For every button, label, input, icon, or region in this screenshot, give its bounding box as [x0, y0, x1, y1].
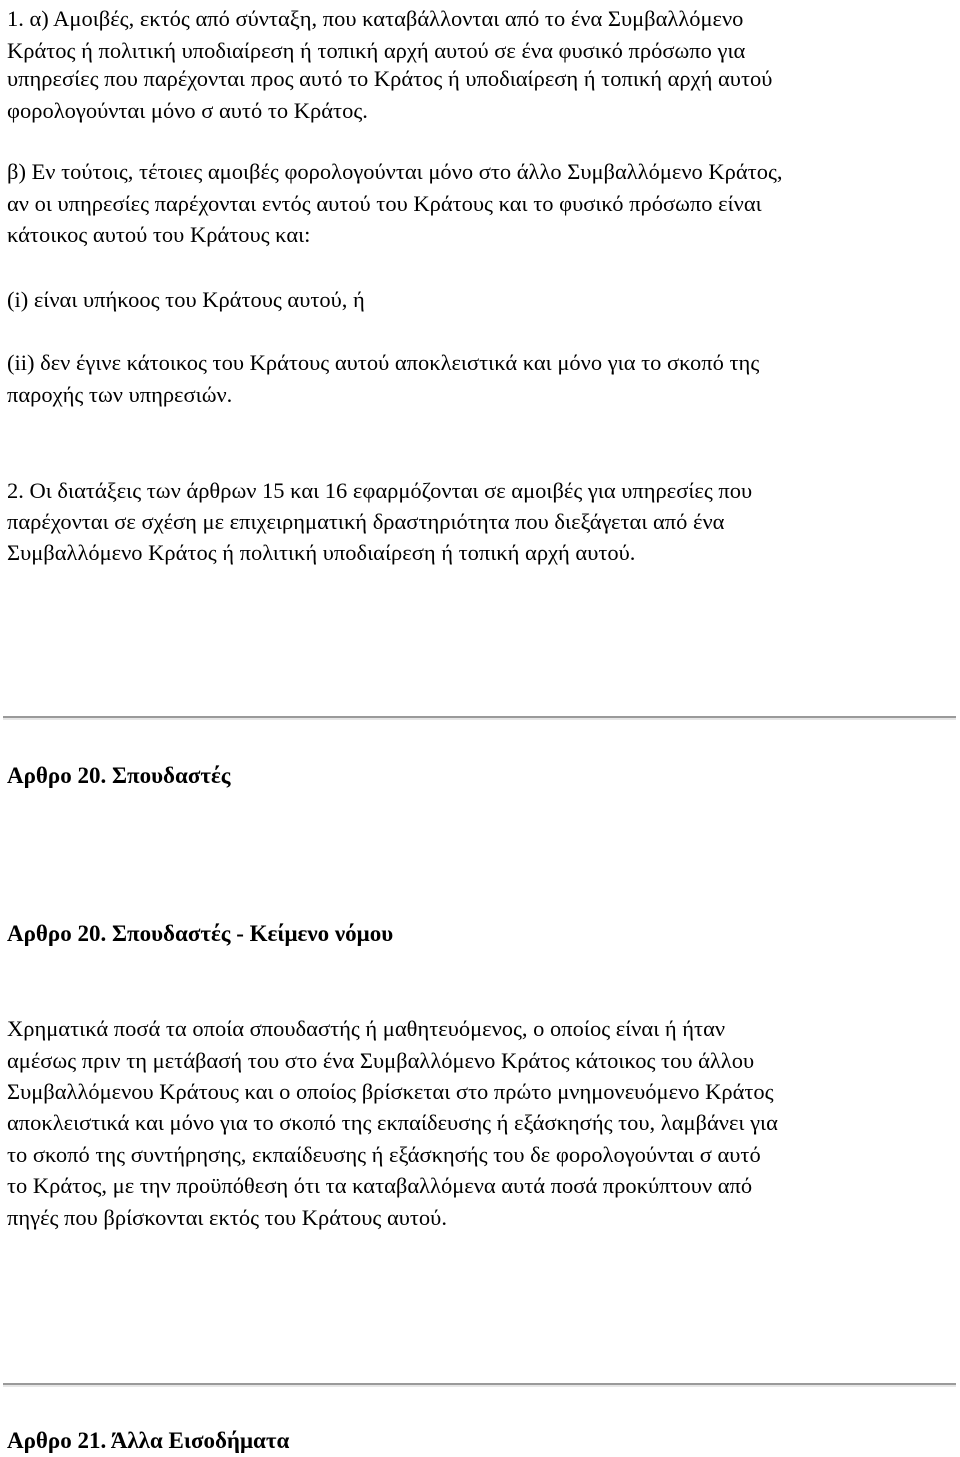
text-line: το Κράτος, με την προϋπόθεση ότι τα καταβαλλόμενα αυτά ποσά προκύπτουν από	[7, 1173, 753, 1198]
text-line: Κράτος ή πολιτική υποδιαίρεση ή τοπική αρχή αυτού σε ένα φυσικό πρόσωπο για	[7, 38, 746, 63]
horizontal-rule	[3, 1383, 956, 1387]
text-line: (i) είναι υπήκοος του Κράτους αυτού, ή	[7, 287, 365, 312]
text-line: παρέχονται σε σχέση με επιχειρηματική δραστηριότητα που διεξάγεται από ένα	[7, 509, 725, 534]
text-line: Συμβαλλόμενο Κράτος ή πολιτική υποδιαίρεση ή τοπική αρχή αυτού.	[7, 540, 636, 565]
text-line: φορολογούνται μόνο σ αυτό το Κράτος.	[7, 98, 368, 123]
article-20-heading: Αρθρο 20. Σπουδαστές	[7, 763, 231, 788]
horizontal-rule	[3, 716, 956, 720]
text-line: 1. α) Αμοιβές, εκτός από σύνταξη, που καταβάλλονται από το ένα Συμβαλλόμενο	[7, 6, 744, 31]
text-line: κάτοικος αυτού του Κράτους και:	[7, 222, 311, 247]
text-line: αν οι υπηρεσίες παρέχονται εντός αυτού του Κράτους και το φυσικό πρόσωπο είναι	[7, 191, 762, 216]
article-20-text-heading: Αρθρο 20. Σπουδαστές - Κείμενο νόμου	[7, 921, 394, 946]
text-line: υπηρεσίες που παρέχονται προς αυτό το Κράτος ή υποδιαίρεση ή τοπική αρχή αυτού	[7, 66, 773, 91]
text-line: 2. Οι διατάξεις των άρθρων 15 και 16 εφαρμόζονται σε αμοιβές για υπηρεσίες που	[7, 478, 753, 503]
text-line: β) Εν τούτοις, τέτοιες αμοιβές φορολογούνται μόνο στο άλλο Συμβαλλόμενο Κράτος,	[7, 159, 783, 184]
text-line: Χρηματικά ποσά τα οποία σπουδαστής ή μαθητευόμενος, ο οποίος είναι ή ήταν	[7, 1016, 726, 1041]
text-line: Συμβαλλόμενου Κράτους και ο οποίος βρίσκεται στο πρώτο μνημονευόμενο Κράτος	[7, 1079, 774, 1104]
text-line: παροχής των υπηρεσιών.	[7, 382, 233, 407]
article-21-heading: Αρθρο 21. Άλλα Εισοδήματα	[7, 1428, 290, 1453]
text-line: πηγές που βρίσκονται εκτός του Κράτους αυτού.	[7, 1205, 447, 1230]
text-line: αποκλειστικά και μόνο για το σκοπό της εκπαίδευσης ή εξάσκησής του, λαμβάνει για	[7, 1110, 778, 1135]
text-line: το σκοπό της συντήρησης, εκπαίδευσης ή εξάσκησής του δε φορολογούνται σ αυτό	[7, 1142, 761, 1167]
text-line: αμέσως πριν τη μετάβασή του στο ένα Συμβαλλόμενο Κράτος κάτοικος του άλλου	[7, 1048, 755, 1073]
text-line: (ii) δεν έγινε κάτοικος του Κράτους αυτού αποκλειστικά και μόνο για το σκοπό της	[7, 350, 760, 375]
